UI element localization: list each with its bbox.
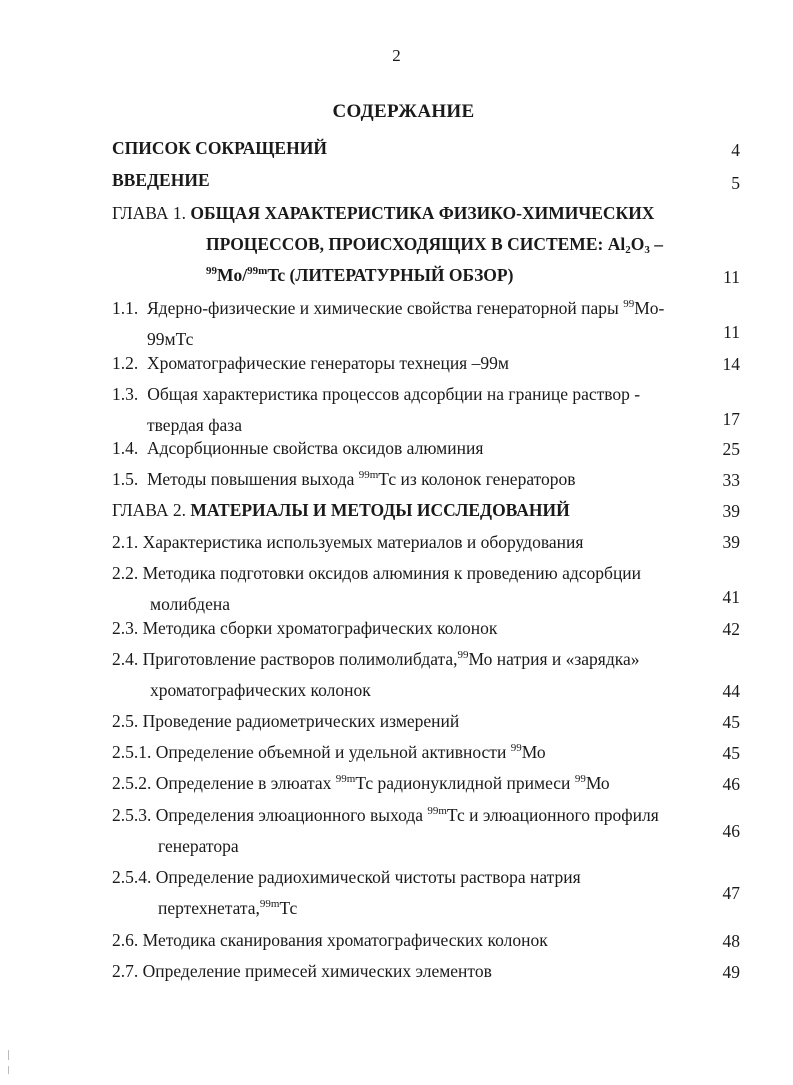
toc-page-2-3: 42 xyxy=(722,619,740,639)
toc-entry-2-1: 2.1. Характеристика используемых материалов и оборудования xyxy=(112,532,584,552)
toc-entry-1-3: 1.3. Общая характеристика процессов адсорбции на границе раствор - xyxy=(112,384,641,404)
toc-page-2-6: 48 xyxy=(722,931,740,951)
chapter-2-title: МАТЕРИАЛЫ И МЕТОДЫ ИССЛЕДОВАНИЙ xyxy=(190,500,570,520)
page-number: 2 xyxy=(392,46,401,65)
toc-entry-2-2: 2.2. Методика подготовки оксидов алюминия к проведению адсорбции xyxy=(112,563,642,583)
toc-entry-1-1-cont: 99мТс xyxy=(147,329,194,349)
toc-page-2-5: 45 xyxy=(722,712,740,732)
toc-entry-2-5-2: 2.5.2. Определение в элюатах $^{99m}$Тс радионуклидной примеси $^{99}$Мо xyxy=(112,773,610,793)
toc-entry-1-5: 1.5. Методы повышения выхода $^{99m}$Тс из колонок генераторов xyxy=(112,469,576,489)
toc-entry-2-5-1: 2.5.1. Определение объемной и удельной активности $^{99}$Мо xyxy=(112,742,546,762)
toc-entry-1-2: 1.2. Хроматографические генераторы технеция –99м xyxy=(112,353,509,373)
toc-page-2-5-1: 45 xyxy=(722,743,740,763)
toc-page-2-5-4: 47 xyxy=(722,883,740,903)
toc-page-2-1: 39 xyxy=(722,532,740,552)
toc-page-1-1: 11 xyxy=(723,322,740,342)
toc-entry-2-6: 2.6. Методика сканирования хроматографических колонок xyxy=(112,930,548,950)
toc-chapter-1-line-3: $^{99}$Mo/$^{99m}$Tc (ЛИТЕРАТУРНЫЙ ОБЗОР) xyxy=(206,265,514,285)
toc-entry-2-5-3-cont: генератора xyxy=(158,836,239,856)
toc-entry-2-5-4: 2.5.4. Определение радиохимической чистоты раствора натрия xyxy=(112,867,581,887)
toc-entry-2-5-4-cont: пертехнетата,$^{99m}$Тс xyxy=(158,898,298,918)
toc-page-2-5-2: 46 xyxy=(722,774,740,794)
toc-entry-2-4-cont: хроматографических колонок xyxy=(150,680,371,700)
toc-page-2-4: 44 xyxy=(722,681,740,701)
toc-page-chapter-1: 11 xyxy=(723,267,740,287)
scan-mark xyxy=(8,1050,9,1060)
toc-entry-2-4: 2.4. Приготовление растворов полимолибдата,$^{99}$Мо натрия и «зарядка» xyxy=(112,649,640,669)
toc-entry-2-5-3: 2.5.3. Определения элюационного выхода $^{99m}$Тс и элюационного профиля xyxy=(112,805,659,825)
toc-chapter-1-line-2: ПРОЦЕССОВ, ПРОИСХОДЯЩИХ В СИСТЕМЕ: $Al_2O_3$ – xyxy=(206,234,663,256)
toc-page-chapter-2: 39 xyxy=(722,501,740,521)
toc-entry-abbreviations: СПИСОК СОКРАЩЕНИЙ xyxy=(112,138,327,158)
toc-page-1-5: 33 xyxy=(722,470,740,490)
toc-entry-1-3-cont: твердая фаза xyxy=(147,415,242,435)
toc-chapter-1-line-1 xyxy=(112,203,654,224)
toc-entry-2-3: 2.3. Методика сборки хроматографических колонок xyxy=(112,618,498,638)
chapter-1-title-part-1: ОБЩАЯ ХАРАКТЕРИСТИКА ФИЗИКО-ХИМИЧЕСКИХ xyxy=(190,203,655,223)
toc-chapter-2 xyxy=(112,500,570,521)
toc-page-1-3: 17 xyxy=(722,409,740,429)
toc-page-1-4: 25 xyxy=(722,439,740,459)
toc-page-1-2: 14 xyxy=(722,354,740,374)
toc-entry-2-2-cont: молибдена xyxy=(150,594,230,614)
toc-entry-2-5: 2.5. Проведение радиометрических измерений xyxy=(112,711,460,731)
page-title: СОДЕРЖАНИЕ xyxy=(332,101,475,122)
chapter-2-prefix: ГЛАВА 2. xyxy=(112,500,187,520)
toc-page-2-7: 49 xyxy=(722,962,740,982)
toc-entry-introduction: ВВЕДЕНИЕ xyxy=(112,170,210,190)
toc-page-abbreviations: 4 xyxy=(731,140,740,160)
toc-page-2-5-3: 46 xyxy=(722,821,740,841)
scan-mark xyxy=(8,1066,9,1074)
toc-page-2-2: 41 xyxy=(722,587,740,607)
toc-entry-1-1: 1.1. Ядерно-физические и химические свойства генераторной пары $^{99}$Mo- xyxy=(112,298,665,318)
toc-entry-2-7: 2.7. Определение примесей химических элементов xyxy=(112,961,492,981)
chapter-1-prefix: ГЛАВА 1. xyxy=(112,203,187,223)
toc-page-introduction: 5 xyxy=(731,173,740,193)
toc-entry-1-4: 1.4. Адсорбционные свойства оксидов алюминия xyxy=(112,438,484,458)
